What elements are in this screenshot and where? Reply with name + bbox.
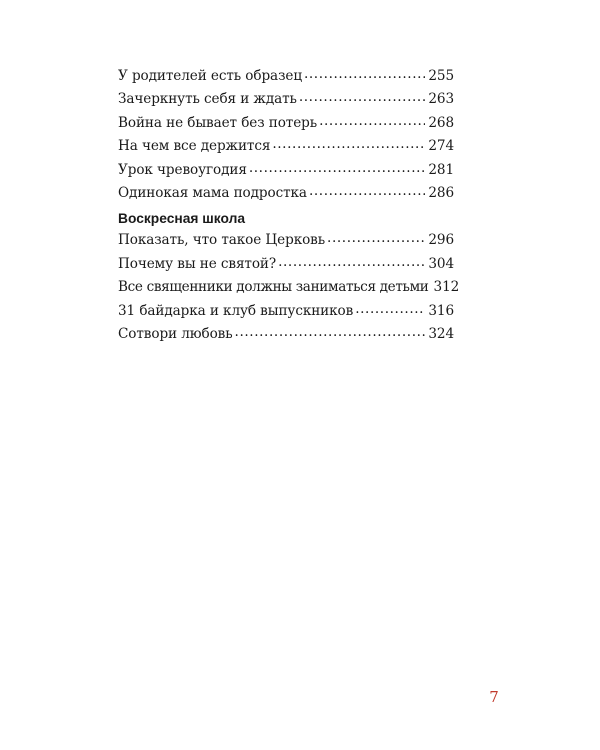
toc-entry[interactable]	[118, 301, 454, 325]
toc-entry-page: 324	[428, 326, 454, 343]
toc-dot-leader	[355, 301, 425, 315]
toc-entry[interactable]	[118, 160, 454, 184]
toc-entry-page: 296	[428, 232, 454, 249]
page-number: 7	[489, 688, 499, 706]
toc-entry-title: Сотвори любовь	[118, 326, 233, 343]
toc-dot-leader	[249, 160, 426, 174]
toc-entry-page: 286	[428, 185, 454, 202]
toc-entry-page: 263	[428, 91, 454, 108]
toc-section-heading[interactable]: Воскресная школа	[118, 211, 246, 226]
toc-dot-leader	[327, 231, 425, 245]
toc-entry-page: 274	[428, 138, 454, 155]
toc-entry-title: Зачеркнуть себя и ждать	[118, 91, 297, 108]
toc-entry-page: 304	[428, 255, 454, 272]
toc-entry-page: 316	[428, 302, 454, 319]
toc-entry-page: 281	[428, 161, 454, 178]
toc-entry-title: Урок чревоугодия	[118, 161, 247, 178]
toc-entry[interactable]	[118, 254, 454, 278]
toc-dot-leader	[278, 254, 425, 268]
toc-entry[interactable]	[118, 231, 454, 255]
toc-entry[interactable]	[118, 90, 454, 114]
toc-entry-title: 31 байдарка и клуб выпускников	[118, 302, 354, 319]
toc-entry-title: У родителей есть образец	[118, 67, 302, 84]
toc-entry-title: Все священники должны заниматься детьми	[118, 279, 429, 296]
toc-entry[interactable]	[118, 137, 454, 161]
toc-entry-page: 268	[428, 114, 454, 131]
toc-entry-title: Показать, что такое Церковь	[118, 232, 326, 249]
toc-entry-title: Война не бывает без потерь	[118, 114, 318, 131]
table-of-contents	[118, 66, 460, 348]
toc-entry[interactable]	[118, 113, 454, 137]
toc-entry[interactable]	[118, 278, 460, 302]
toc-dot-leader	[235, 325, 426, 339]
toc-dot-leader	[309, 184, 425, 198]
toc-entry-page: 312	[433, 279, 460, 296]
toc-dot-leader	[319, 113, 425, 127]
toc-dot-leader	[304, 66, 425, 80]
toc-dot-leader	[299, 90, 426, 104]
toc-dot-leader	[272, 137, 425, 151]
toc-entry-title: На чем все держится	[118, 138, 271, 155]
toc-entry[interactable]	[118, 66, 454, 90]
toc-entry[interactable]	[118, 325, 454, 349]
toc-entry-title: Почему вы не святой?	[118, 255, 277, 272]
toc-entry-title: Одинокая мама подростка	[118, 185, 307, 202]
toc-entry[interactable]	[118, 184, 454, 208]
toc-entry-page: 255	[428, 67, 454, 84]
